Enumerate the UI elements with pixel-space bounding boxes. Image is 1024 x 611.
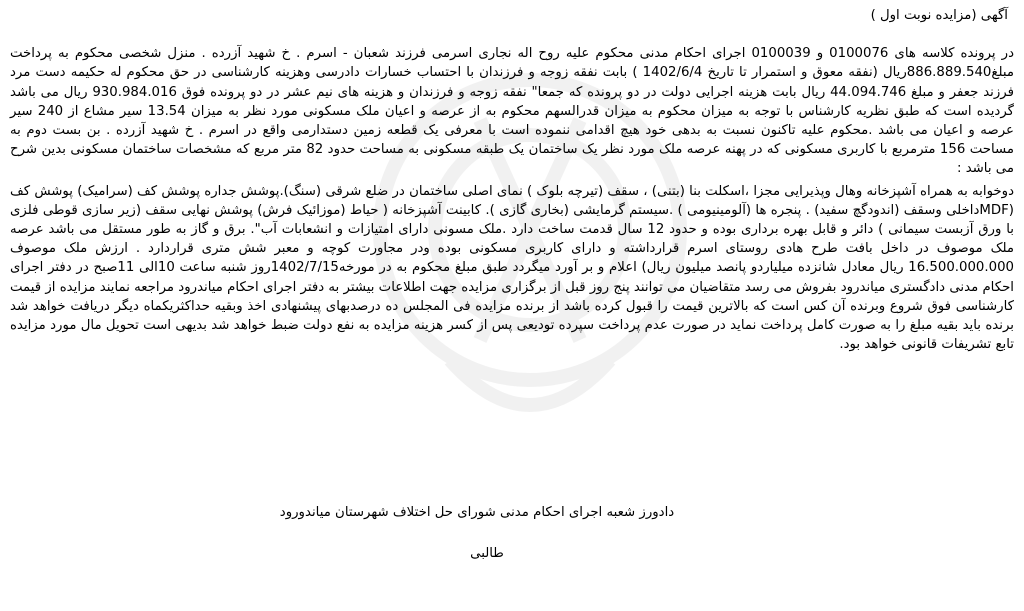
- notice-title: آگهی (مزایده نوبت اول ): [870, 8, 1008, 23]
- notice-paragraph-property-details: دوخوابه به همراه آشپزخانه وهال وپذیرایی مجزا ،اسکلت بنا (بتنی) ، سقف (تیرچه بلوک ) نمای اصلی ساختمان در ضلع شرقی (سنگ).پوشش جداره پوشش کف (سرامیک) پوشش کف (MDFداخلی وسقف (اندودگچ سفید) . پنجره ها (آلومینیومی ) .سیستم گرمایشی (بخاری گازی ). کابینت آشپزخانه ( حیاط (موزائیک فرش) پوشش نهایی سقف (زیر سازی قوطی فلزی با ورق آزبست سیمانی ) دائر و قابل بهره برداری بوده و حدود 12 سال قدمت ساخت دارد .ملک مسونی دارای امتیازات و انشعابات آب". برق و گاز به طور مستقل می باشد عرصه ملک موصوف در داخل بافت طرح هادی روستای اسرم قرارداشته و دارای کاربری مسکونی بوده ودر مجاورت کوچه و معبر شش متری قراردارد . ارزش ملک موصوف 16.500.000.000 ریال معادل شانزده میلیاردو پانصد میلیون ریال) اعلام و بر آورد میگردد طبق مبلغ محکوم به در مورخه1402/7/15روز شنبه ساعت 10الی 11صبح در دفتر اجرای احکام مدنی دادگستری میاندرود بفروش می رسد متقاضیان می توانند پنج روز قبل از برگزاری مزایده جهت اطلاعات بیشتر به دفتر اجرای احکام میاندرود مراجعه نمایند مزایده از قیمت کارشناسی فوق شروع وبرنده آن کس است که بالاترین قیمت را قبول کرده باشد از برنده مزایده فی المجلس ده درصدبهای پیشنهادی اخذ وبقیه حداکثریکماه دیگر دریافت خواهد شد برنده باید بقیه مبلغ را به صورت کامل پرداخت نماید در صورت عدم پرداخت سپرده تودیعی پس از کسر هزینه مزایده به نفع دولت ضبط خواهد شد بدیهی است تحویل مال مورد مزایده تابع تشریفات قانونی خواهد بود.: [10, 183, 1014, 353]
- signature-name: طالبی: [470, 546, 504, 561]
- auction-notice: [10, 6, 1014, 354]
- notice-paragraph-case-details: در پرونده کلاسه های 0100076 و 0100039 اجرای احکام مدنی محکوم علیه روح اله نجاری اسرمی فرزند شعبان - اسرم . خ شهید آزرده . منزل شخصی محکوم به پرداخت مبلغ886.889.540ریال (نفقه معوق و استمرار تا تاریخ 1402/6/4 ) بابت نفقه زوجه و فرزندان با احتساب خسارات دادرسی وهزینه کارشناسی در حق محکوم له حکیمه دست مرد فرزند جعفر و مبلغ 44.094.746 ریال بابت هزینه اجرایی دولت در دو پرونده که جمعا" نفقه زوجه و فرزندان و هزینه های نیم عشر در دو پرونده فوق 930.984.016 ریال می باشد گردیده است که طبق نظریه کارشناس با توجه به میزان محکوم به میزان قدرالسهم محکوم به از عرصه و اعیان ملک مسکونی مورد نظر به میزان 13.54 سیر مشاع از 240 سیر عرصه و اعیان می باشد .محکوم علیه تاکنون نسبت به بدهی خود هیچ اقدامی ننموده است با معرفی یک قطعه زمین دستدارمی واقع در اسرم . خ شهید آزرده . بن بست دوم به مساحت 156 مترمربع با کاربری مسکونی که در پهنه عرصه ملک مورد نظر یک ساختمان یک طبقه مسکونی به مساحت حدود 82 متر مربع که مشخصات ساختمان مسکونی بدین شرح می باشد :: [10, 46, 1015, 177]
- signature-office: دادورز شعبه اجرای احکام مدنی شورای حل اختلاف شهرستان میاندورود: [279, 505, 675, 520]
- signature-block: [0, 505, 1024, 561]
